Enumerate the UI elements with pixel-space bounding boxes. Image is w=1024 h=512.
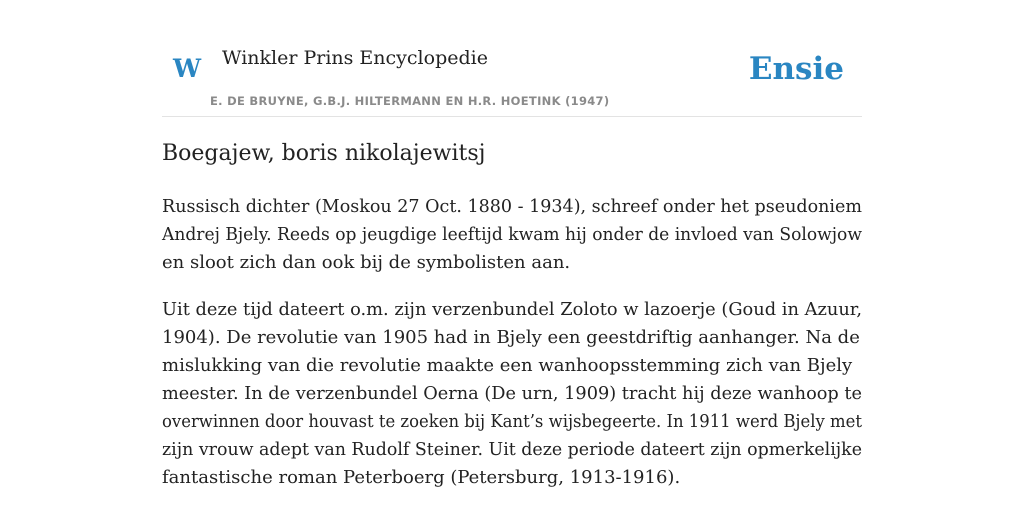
paragraph-line: zijn vrouw adept van Rudolf Steiner. Uit deze periode dateert zijn opmerkelijke (162, 439, 863, 460)
paragraph-line: en sloot zich dan ook bij de symbolisten aan. (162, 252, 571, 273)
book-authors: E. DE BRUYNE, G.B.J. HILTERMANN EN H.R. HOETINK (1947) (210, 94, 610, 108)
paragraph-line: Uit deze tijd dateert o.m. zijn verzenbundel Zoloto w lazoerje (Goud in Azuur, (162, 299, 863, 320)
article-paragraph (162, 296, 862, 492)
paragraph-line: mislukking van die revolutie maakte een wanhoopsstemming zich van Bjely (162, 355, 853, 376)
site-header (162, 0, 862, 117)
paragraph-line: meester. In de verzenbundel Oerna (De urn, 1909) tracht hij deze wanhoop te (162, 383, 863, 404)
book-title[interactable]: Winkler Prins Encyclopedie (222, 47, 488, 69)
paragraph-line: Russisch dichter (Moskou 27 Oct. 1880 - 1934), schreef onder het pseudoniem (162, 196, 863, 217)
paragraph-line: 1904). De revolutie van 1905 had in Bjely een geestdriftig aanhanger. Na de (162, 327, 860, 348)
ensie-logo[interactable]: Ensie (748, 51, 844, 87)
article-paragraph (162, 193, 862, 277)
paragraph-line: fantastische roman Peterboerg (Petersburg, 1913-1916). (162, 467, 681, 488)
winkler-prins-logo[interactable]: W (173, 54, 202, 83)
article (162, 138, 862, 492)
paragraph-line: overwinnen door houvast te zoeken bij Kant’s wijsbegeerte. In 1911 werd Bjely met (162, 411, 863, 432)
paragraph-line: Andrej Bjely. Reeds op jeugdige leeftijd kwam hij onder de invloed van Solowjow (162, 224, 862, 245)
article-title: Boegajew, boris nikolajewitsj (162, 141, 486, 166)
